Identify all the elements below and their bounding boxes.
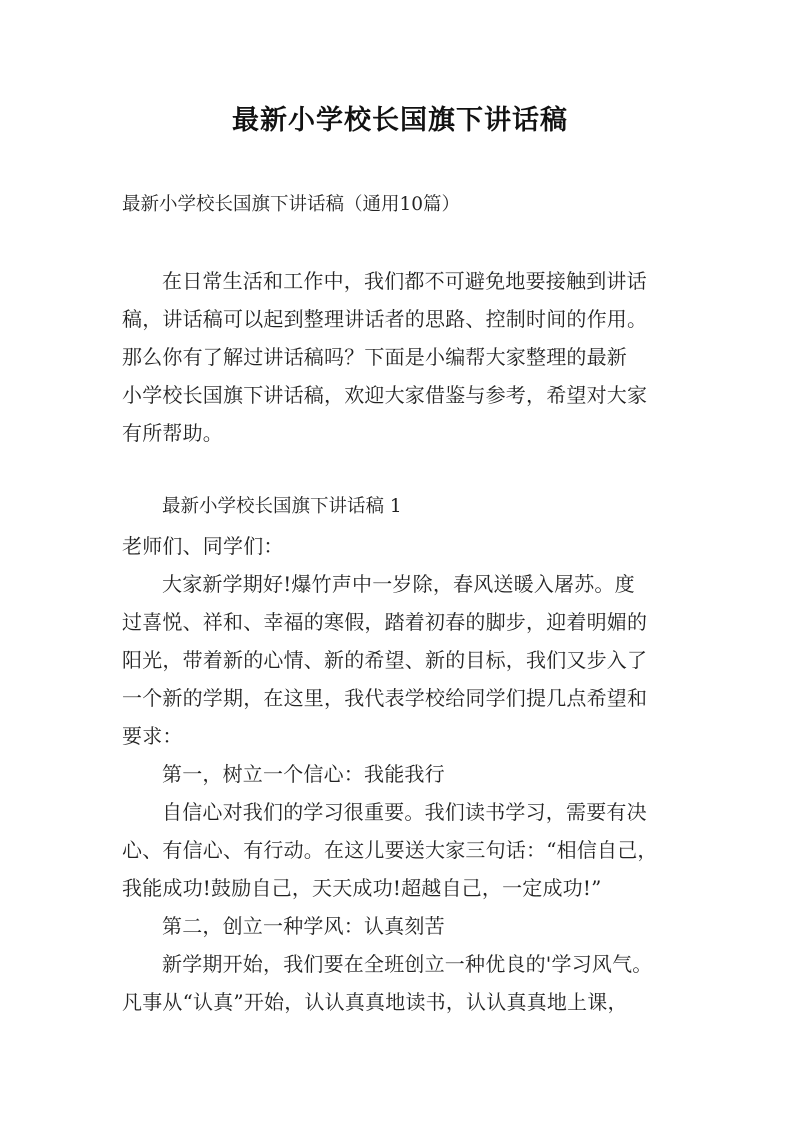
section-heading: 最新小学校长国旗下讲话稿 1 [162,496,402,517]
intro-line: 小学校长国旗下讲话稿，欢迎大家借鉴与参考，希望对大家 [122,383,648,407]
salutation-line: 老师们、同学们： [122,534,284,558]
body-line: 新学期开始，我们要在全班创立一种优良的'学习风气。 [162,952,653,976]
body-line: 凡事从“认真”开始，认认真真地读书，认认真真地上课， [122,990,628,1014]
intro-line: 有所帮助。 [122,421,223,445]
body-line: 大家新学期好!爆竹声中一岁除，春风送暖入屠苏。度 [162,572,635,596]
body-line: 我能成功!鼓励自己，天天成功!超越自己，一定成功!” [122,876,602,900]
point-heading: 第一，树立一个信心：我能我行 [162,762,445,786]
body-line: 一个新的学期，在这里，我代表学校给同学们提几点希望和 [122,686,648,710]
intro-line: 在日常生活和工作中，我们都不可避免地要接触到讲话 [162,269,647,293]
intro-line: 稿，讲话稿可以起到整理讲话者的思路、控制时间的作用。 [122,307,648,331]
body-line: 过喜悦、祥和、幸福的寒假，踏着初春的脚步，迎着明媚的 [122,610,648,634]
document-title: 最新小学校长国旗下讲话稿 [232,105,568,136]
document-subtitle: 最新小学校长国旗下讲话稿（通用10篇） [122,194,461,215]
body-line: 阳光，带着新的心情、新的希望、新的目标，我们又步入了 [122,648,648,672]
point-heading: 第二，创立一种学风：认真刻苦 [162,914,445,938]
body-line: 心、有信心、有行动。在这儿要送大家三句话：“相信自己， [122,838,658,862]
body-line: 自信心对我们的学习很重要。我们读书学习，需要有决 [162,800,647,824]
intro-line: 那么你有了解过讲话稿吗？下面是小编帮大家整理的最新 [122,345,627,369]
body-line: 要求： [122,724,183,748]
